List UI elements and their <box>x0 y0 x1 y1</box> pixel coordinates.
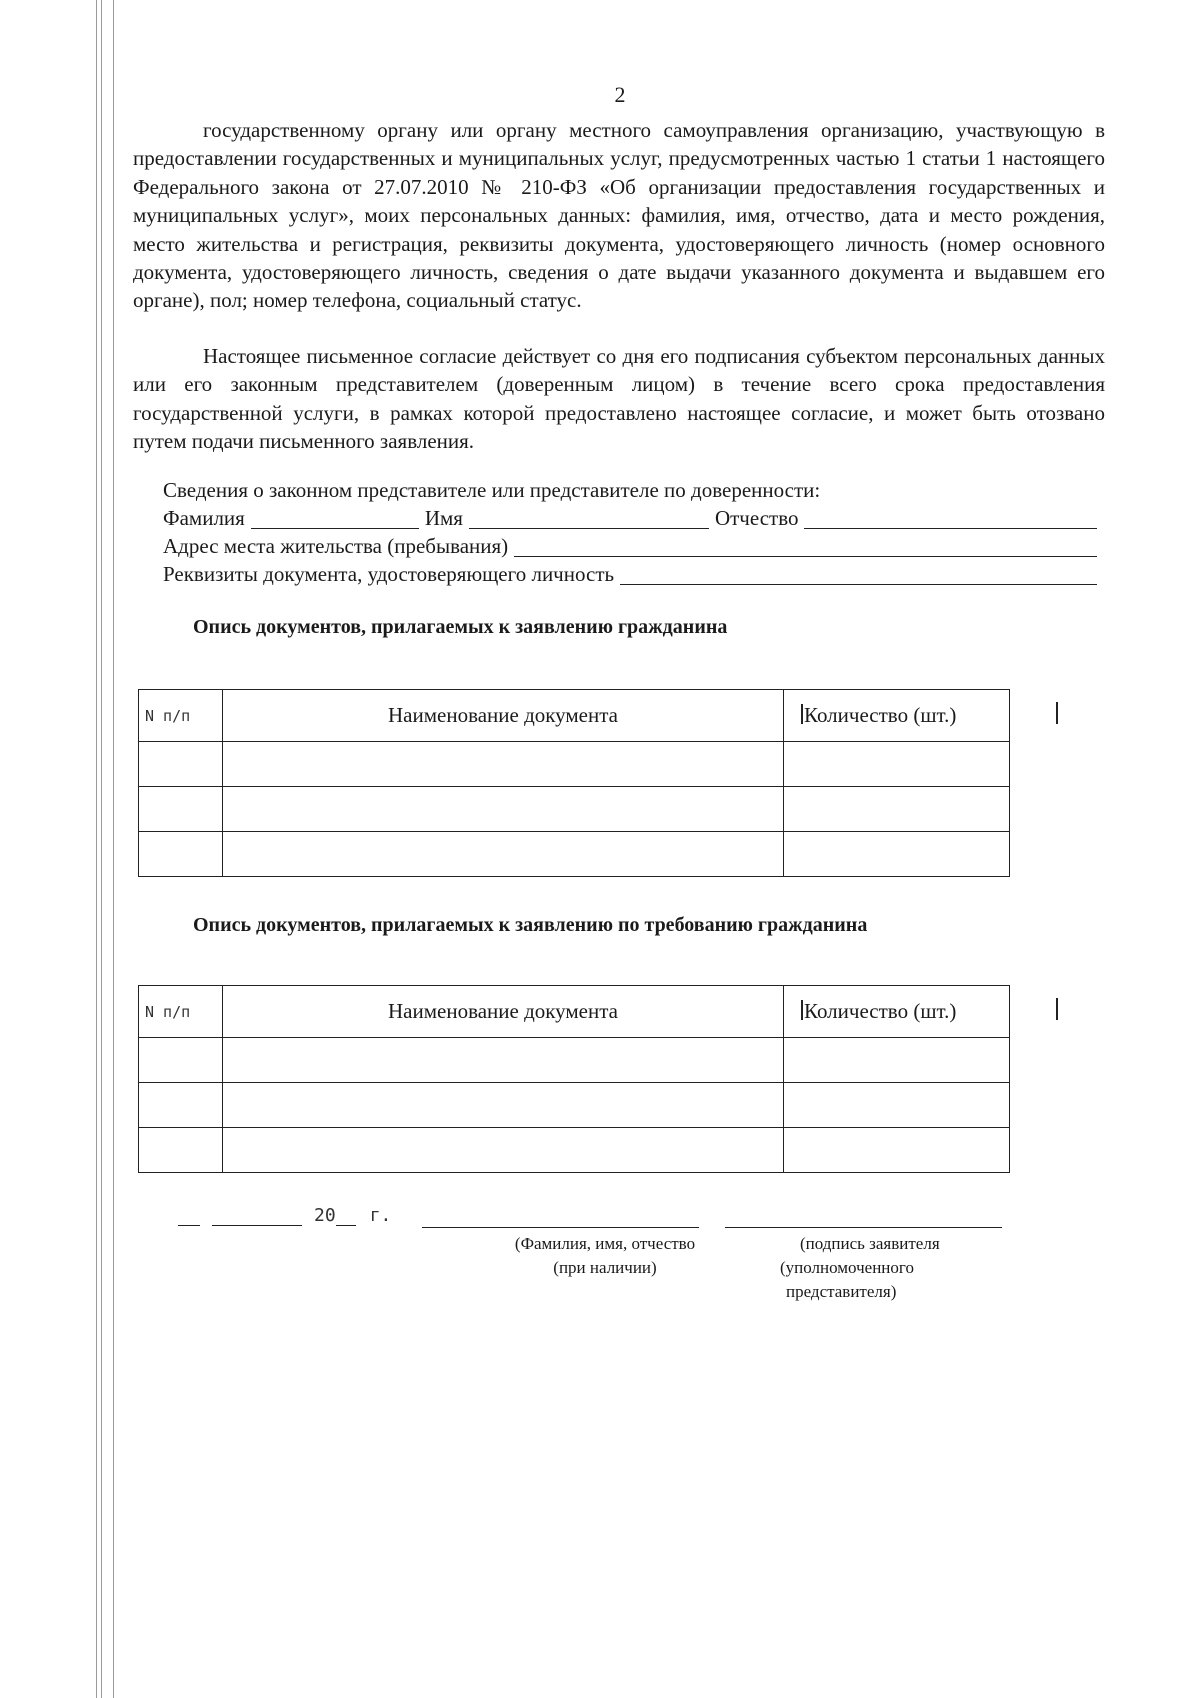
column-header-number: N п/п <box>139 986 223 1038</box>
table-cell[interactable] <box>784 742 1010 787</box>
table-cell[interactable] <box>139 1038 223 1083</box>
address-field[interactable] <box>514 536 1097 557</box>
table-cell[interactable] <box>784 832 1010 877</box>
table-row <box>139 832 1010 877</box>
table-header-row <box>139 986 1010 1038</box>
table-mark <box>801 1000 803 1020</box>
full-name-caption <box>470 1232 740 1280</box>
patronymic-field[interactable] <box>804 508 1097 529</box>
table-side-mark <box>1056 702 1058 724</box>
table-cell[interactable] <box>139 787 223 832</box>
table-cell[interactable] <box>223 1083 784 1128</box>
signature-caption <box>780 1232 980 1304</box>
consent-paragraph-1 <box>133 116 1105 315</box>
id-document-label: Реквизиты документа, удостоверяющего личность <box>163 562 615 586</box>
table-cell[interactable] <box>223 832 784 877</box>
inventory-table-1 <box>138 689 1010 877</box>
surname-label: Фамилия <box>163 506 245 530</box>
column-header-quantity: Количество (шт.) <box>784 690 1010 742</box>
name-label: Имя <box>424 506 463 530</box>
surname-field[interactable] <box>251 508 419 529</box>
table-cell[interactable] <box>139 832 223 877</box>
table-cell[interactable] <box>223 787 784 832</box>
table-side-mark <box>1056 998 1058 1020</box>
representative-heading: Сведения о законном представителе или представителе по доверенности: <box>163 478 821 502</box>
column-header-quantity: Количество (шт.) <box>784 986 1010 1038</box>
representative-block <box>163 476 1103 588</box>
address-label: Адрес места жительства (пребывания) <box>163 534 509 558</box>
table-cell[interactable] <box>223 1038 784 1083</box>
full-name-line[interactable] <box>422 1227 699 1228</box>
year-field[interactable] <box>336 1211 356 1226</box>
year-prefix: 20 <box>314 1205 336 1226</box>
table-cell[interactable] <box>784 1038 1010 1083</box>
table-cell[interactable] <box>139 1083 223 1128</box>
table-header-row <box>139 690 1010 742</box>
month-field[interactable] <box>212 1211 302 1226</box>
name-field[interactable] <box>469 508 709 529</box>
scan-edge-line <box>96 0 97 1698</box>
year-suffix: г. <box>369 1205 392 1226</box>
page-number: 2 <box>614 82 626 107</box>
inventory-title-2: Опись документов, прилагаемых к заявлению по требованию гражданина <box>193 914 868 936</box>
table-cell[interactable] <box>223 1128 784 1173</box>
table-cell[interactable] <box>784 787 1010 832</box>
consent-paragraph-1-text: государственному органу или органу местного самоуправления организацию, участвующую в предоставлении государственных и муниципальных услуг, предусмотренных частью 1 статьи 1 настоящего Федерального закона от 27.07.2010 № 210-ФЗ «Об организации предоставления государственных и муниципальных услуг», моих персональных данных: фамилия, имя, отчество, дата и место рождения, место жительства и регистрация, реквизиты документа, удостоверяющего личность (номер основного документа, удостоверяющего личность, сведения о дате выдачи указанного документа и выдавшем его органе), пол; номер телефона, социальный статус. <box>133 118 1105 313</box>
column-header-number: N п/п <box>139 690 223 742</box>
table-cell[interactable] <box>223 742 784 787</box>
signature-line[interactable] <box>725 1227 1002 1228</box>
full-name-caption-line-2: (при наличии) <box>553 1258 657 1277</box>
column-header-document-name: Наименование документа <box>223 690 784 742</box>
patronymic-label: Отчество <box>714 506 799 530</box>
column-header-document-name: Наименование документа <box>223 986 784 1038</box>
scan-edge-line <box>101 0 102 1698</box>
consent-paragraph-2 <box>133 342 1105 456</box>
table-cell[interactable] <box>784 1128 1010 1173</box>
table-row <box>139 742 1010 787</box>
day-field[interactable] <box>178 1211 200 1226</box>
inventory-title-1: Опись документов, прилагаемых к заявлению гражданина <box>193 616 728 638</box>
table-mark <box>801 704 803 724</box>
consent-paragraph-2-text: Настоящее письменное согласие действует со дня его подписания субъектом персональных данных или его законным представителем (доверенным лицом) в течение всего срока предоставления государственной услуги, в рамках которой предоставлено настоящее согласие, и может быть отозвано путем подачи письменного заявления. <box>133 344 1105 454</box>
id-document-field[interactable] <box>620 564 1097 585</box>
scan-edge-line <box>113 0 114 1698</box>
table-cell[interactable] <box>139 1128 223 1173</box>
inventory-table-2 <box>138 985 1010 1173</box>
table-row <box>139 787 1010 832</box>
signature-caption-line-2: (уполномоченного <box>780 1258 914 1277</box>
table-row <box>139 1083 1010 1128</box>
signature-caption-line-1: (подпись заявителя <box>800 1234 940 1253</box>
date-line <box>178 1205 391 1226</box>
table-row <box>139 1128 1010 1173</box>
table-cell[interactable] <box>784 1083 1010 1128</box>
table-cell[interactable] <box>139 742 223 787</box>
full-name-caption-line-1: (Фамилия, имя, отчество <box>514 1234 696 1253</box>
signature-caption-line-3: представителя) <box>786 1282 897 1301</box>
table-row <box>139 1038 1010 1083</box>
